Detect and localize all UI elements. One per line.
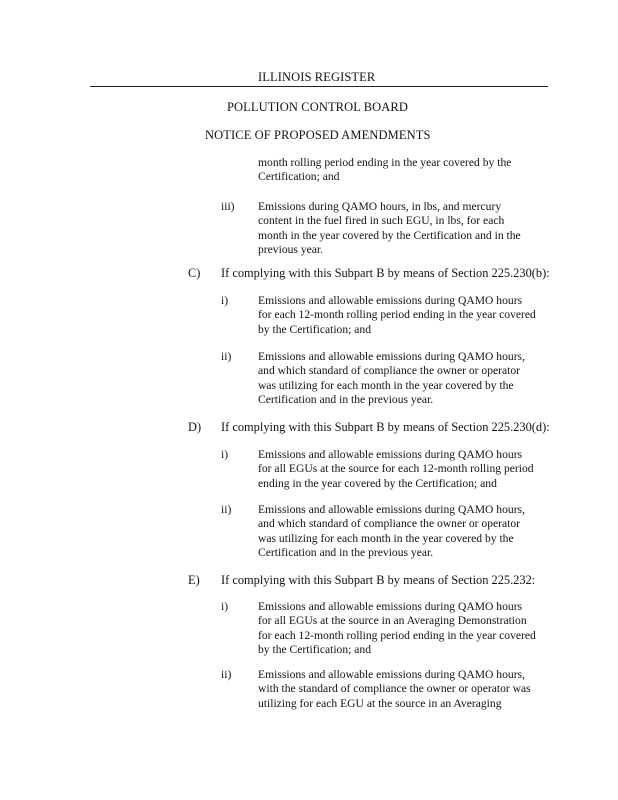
text-line: by the Certification; and bbox=[258, 643, 372, 657]
section-label-c: C) bbox=[188, 266, 201, 280]
text-line: with the standard of compliance the owner or operator was bbox=[258, 682, 531, 696]
text-line: Certification and in the previous year. bbox=[258, 393, 434, 407]
text-line: Emissions and allowable emissions during QAMO hours, bbox=[258, 350, 525, 363]
text-line: by the Certification; and bbox=[258, 322, 372, 336]
continuation-paragraph bbox=[258, 156, 511, 185]
item-text-d-i bbox=[258, 448, 534, 491]
text-line: If complying with this Subpart B by means of Section 225.230(d): bbox=[221, 420, 550, 434]
text-line: Certification; and bbox=[258, 170, 340, 184]
item-label-c-ii: ii) bbox=[221, 350, 232, 363]
text-line: Emissions and allowable emissions during QAMO hours bbox=[258, 448, 523, 461]
text-line: Emissions and allowable emissions during QAMO hours, bbox=[258, 668, 525, 681]
item-label-c-i: i) bbox=[221, 294, 229, 307]
text-line: Certification and in the previous year. bbox=[258, 546, 434, 560]
section-label-e: E) bbox=[188, 573, 200, 587]
item-label-e-i: i) bbox=[221, 600, 229, 613]
section-text-c bbox=[221, 266, 550, 280]
text-line: previous year. bbox=[258, 243, 324, 257]
section-text-e bbox=[221, 573, 535, 587]
item-text-d-ii bbox=[258, 503, 525, 561]
text-line: month rolling period ending in the year covered by the bbox=[258, 156, 512, 169]
notice-title: NOTICE OF PROPOSED AMENDMENTS bbox=[205, 128, 431, 142]
register-title: ILLINOIS REGISTER bbox=[258, 70, 376, 84]
item-text-e-i bbox=[258, 600, 536, 658]
section-text-d bbox=[221, 420, 550, 434]
board-title: POLLUTION CONTROL BOARD bbox=[227, 100, 408, 114]
item-text-c-i bbox=[258, 294, 536, 337]
header-rule bbox=[90, 86, 548, 87]
text-line: for all EGUs at the source for each 12-month rolling period bbox=[258, 462, 534, 476]
item-text-iii bbox=[258, 200, 521, 258]
text-line: for all EGUs at the source in an Averaging Demonstration bbox=[258, 614, 527, 628]
text-line: and which standard of compliance the owner or operator bbox=[258, 364, 521, 378]
item-label-d-i: i) bbox=[221, 448, 229, 461]
text-line: Emissions and allowable emissions during QAMO hours bbox=[258, 600, 523, 613]
item-text-e-ii bbox=[258, 668, 531, 711]
text-line: content in the fuel fired in such EGU, in lbs, for each bbox=[258, 214, 505, 228]
text-line: for each 12-month rolling period ending in the year covered bbox=[258, 628, 536, 642]
text-line: month in the year covered by the Certification and in the bbox=[258, 228, 521, 242]
text-line: was utilizing for each month in the year covered by the bbox=[258, 531, 514, 545]
text-line: for each 12-month rolling period ending in the year covered bbox=[258, 308, 536, 322]
text-line: Emissions during QAMO hours, in lbs, and mercury bbox=[258, 200, 502, 213]
text-line: was utilizing for each month in the year covered by the bbox=[258, 378, 514, 392]
text-line: Emissions and allowable emissions during QAMO hours, bbox=[258, 503, 525, 516]
text-line: and which standard of compliance the owner or operator bbox=[258, 517, 521, 531]
item-text-c-ii bbox=[258, 350, 525, 408]
item-label-iii: iii) bbox=[221, 200, 235, 213]
text-line: If complying with this Subpart B by means of Section 225.232: bbox=[221, 573, 536, 587]
text-line: utilizing for each EGU at the source in an Averaging bbox=[258, 696, 502, 710]
item-label-d-ii: ii) bbox=[221, 503, 232, 516]
text-line: If complying with this Subpart B by means of Section 225.230(b): bbox=[221, 266, 550, 280]
text-line: Emissions and allowable emissions during QAMO hours bbox=[258, 294, 523, 307]
item-label-e-ii: ii) bbox=[221, 668, 232, 681]
section-label-d: D) bbox=[188, 420, 202, 434]
text-line: ending in the year covered by the Certification; and bbox=[258, 476, 497, 490]
